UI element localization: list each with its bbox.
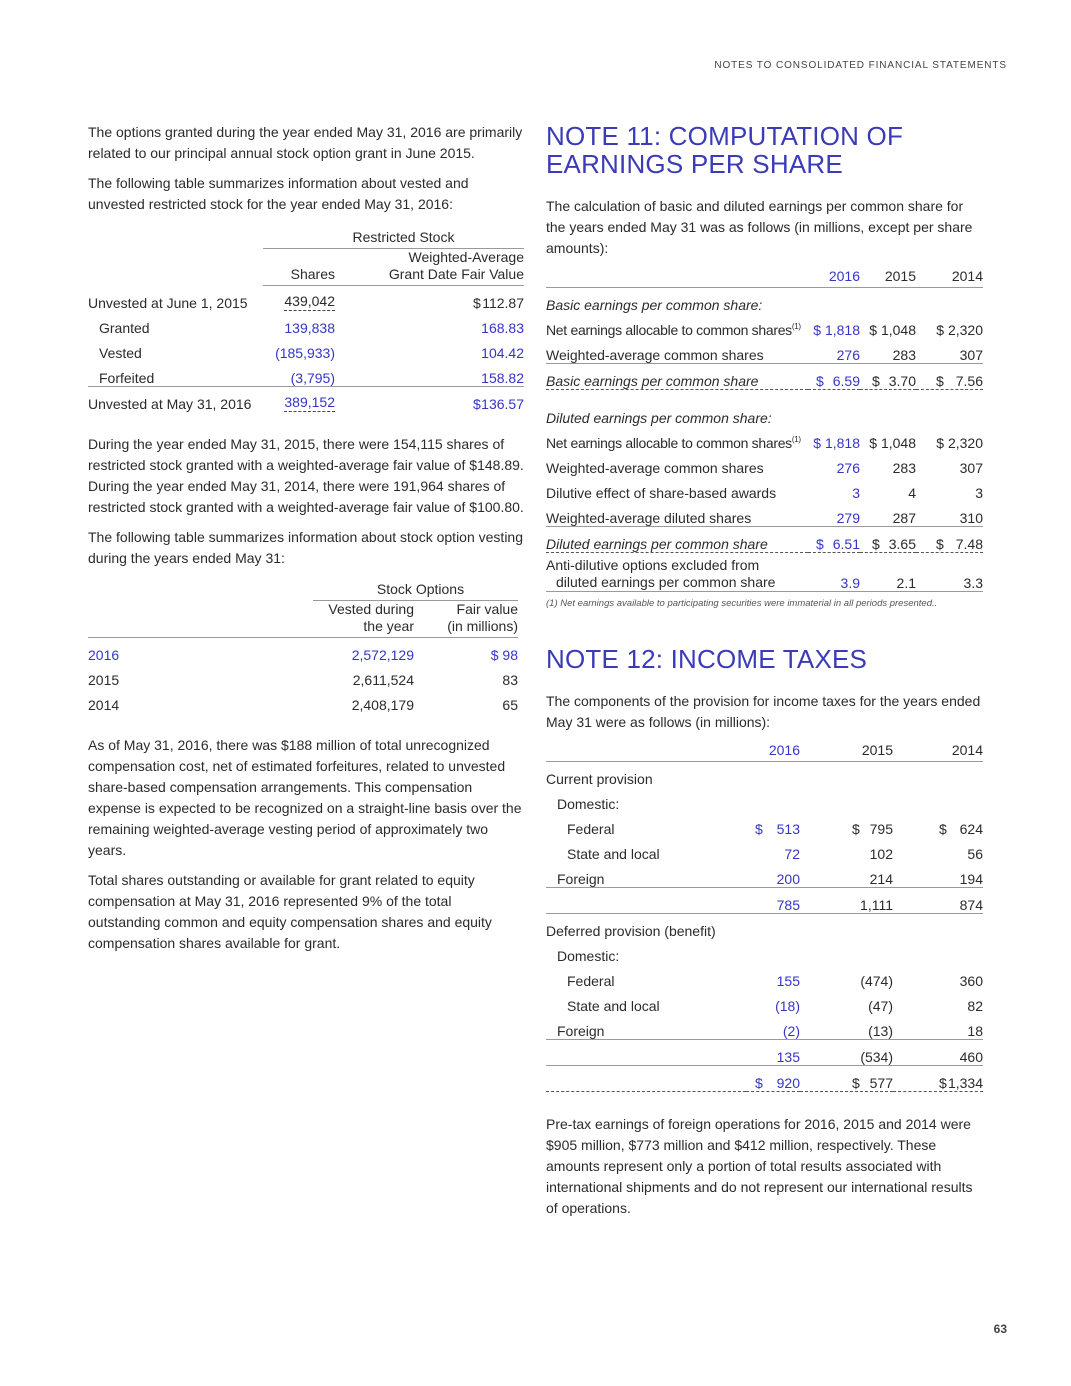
rs-row-label: Vested (99, 345, 142, 361)
tax-row-label: Foreign (546, 1014, 746, 1040)
eps-diluted-header: Diluted earnings per common share: (546, 410, 772, 426)
tax-dollar: $ (939, 821, 947, 837)
rs-shares: 439,042 (284, 293, 335, 309)
eps-row-label: Weighted-average diluted shares (546, 510, 752, 526)
paragraph-options-granted: The options granted during the year ended May 31, 2016 are primarily related to our principal annual stock option grant in June 2015. (88, 124, 523, 161)
tax-row-label: Federal (567, 821, 615, 837)
so-col-fair-1: Fair value (456, 601, 518, 617)
tax-value: 360 (959, 973, 983, 989)
tax-domestic-label: Domestic: (557, 796, 620, 812)
eps-value: 3 (852, 485, 860, 501)
paragraph-rs-intro: The following table summarizes information about vested and unvested restricted stock for the year ended May 31, 2016: (88, 175, 469, 212)
so-group-header: Stock Options (376, 581, 465, 597)
tax-value: 72 (784, 846, 800, 862)
table-row (88, 688, 518, 713)
tax-value: 513 (776, 821, 800, 837)
eps-anti-label-1: Anti-dilutive options excluded from (546, 557, 760, 573)
tax-dollar: $ (755, 821, 763, 837)
table-row (546, 338, 983, 364)
eps-value: 7.48 (955, 536, 983, 552)
so-vested: 2,572,129 (351, 647, 414, 663)
tax-deferred-total: 135 (746, 1040, 800, 1066)
paragraph-rs-prior-years: During the year ended May 31, 2015, there were 154,115 shares of restricted stock granted with a weighted-average fair value of $148.89. During the year ended May 31, 2014, there were 191,964 shares of restricted stock granted with a weighted-average fair value of $100.80. (88, 436, 524, 515)
table-row (546, 313, 983, 338)
eps-dollar: $ (816, 373, 824, 389)
tax-value: 624 (959, 821, 983, 837)
table-row (546, 476, 983, 501)
eps-year-2014: 2014 (916, 268, 983, 288)
table-row (546, 553, 983, 592)
so-year: 2014 (88, 697, 120, 713)
rs-shares: (185,933) (275, 345, 335, 361)
table-row (88, 336, 524, 361)
income-tax-table (546, 742, 983, 1092)
table-row (546, 888, 983, 914)
so-year: 2015 (88, 672, 120, 688)
tax-year-2014: 2014 (893, 742, 983, 762)
footnote-marker: (1) (791, 435, 801, 444)
eps-dollar: $ (816, 536, 824, 552)
rs-shares: 389,152 (284, 394, 335, 410)
rs-row-label: Granted (99, 320, 150, 336)
tax-value: 82 (967, 998, 983, 1014)
rs-shares: 139,838 (284, 320, 335, 336)
table-row (546, 862, 983, 888)
rs-group-header: Restricted Stock (352, 229, 455, 245)
tax-year-2015: 2015 (800, 742, 893, 762)
eps-value: 279 (836, 510, 860, 526)
tax-deferred-total: (534) (800, 1040, 893, 1066)
eps-value: 7.56 (955, 373, 983, 389)
running-header: NOTES TO CONSOLIDATED FINANCIAL STATEMENTS (714, 60, 1007, 71)
table-row (546, 1014, 983, 1040)
table-row (88, 286, 524, 312)
eps-value: 3.3 (916, 553, 983, 592)
eps-value: 307 (959, 460, 983, 476)
restricted-stock-table (88, 229, 524, 412)
eps-value: 4 (908, 485, 916, 501)
note-12-title: NOTE 12: INCOME TAXES (546, 644, 868, 674)
rs-row-label: Forfeited (99, 370, 155, 386)
table-row (88, 311, 524, 336)
rs-shares: (3,795) (290, 370, 335, 386)
eps-basic-header: Basic earnings per common share: (546, 297, 763, 313)
so-col-vested-2: the year (363, 618, 414, 634)
tax-value: (18) (775, 998, 800, 1014)
eps-value: 276 (836, 460, 860, 476)
eps-dollar: $ (936, 373, 944, 389)
eps-value: $ 1,048 (869, 322, 916, 338)
eps-dollar: $ (936, 536, 944, 552)
note-11-intro: The calculation of basic and diluted earnings per common share for the years ended May 31 was as follows (in millions, except per share amounts): (546, 198, 973, 256)
eps-value: 310 (959, 510, 983, 526)
table-row (546, 837, 983, 862)
tax-value: 795 (869, 821, 893, 837)
note-11-title: NOTE 11: COMPUTATION OF EARNINGS PER SHARE (546, 121, 904, 179)
eps-value: 6.59 (832, 373, 860, 389)
eps-value: $ 1,818 (813, 435, 860, 451)
so-col-vested-1: Vested during (328, 601, 414, 617)
eps-dollar: $ (872, 536, 880, 552)
table-row (546, 1040, 983, 1066)
tax-value: 214 (800, 862, 893, 888)
rs-row-label: Unvested at May 31, 2016 (88, 387, 263, 413)
paragraph-unrecognized-cost: As of May 31, 2016, there was $188 million of total unrecognized compensation cost, net of estimated forfeitures, related to unvested share-based compensation arrangements. This compensation expense is expected to be recognized on a straight-line basis over the remaining weighted-average vesting period of approximately two years. (88, 737, 522, 858)
eps-footnote: (1) Net earnings available to participating securities were immaterial in all periods presented.. (546, 598, 938, 609)
eps-value: 2.1 (860, 553, 916, 592)
stock-options-table (88, 581, 518, 713)
eps-value: 307 (959, 347, 983, 363)
eps-anti-label-2: diluted earnings per common share (556, 574, 776, 590)
table-row (546, 964, 983, 989)
eps-value: 283 (892, 460, 916, 476)
tax-current-total: 785 (746, 888, 800, 914)
tax-value: (13) (800, 1014, 893, 1040)
so-fair: $ 98 (490, 647, 518, 663)
so-fair: 83 (502, 672, 518, 688)
tax-value: 56 (967, 846, 983, 862)
tax-dollar: $ (852, 1075, 860, 1091)
tax-current-total: 874 (893, 888, 983, 914)
table-row (546, 501, 983, 527)
eps-row-label: Weighted-average common shares (546, 460, 764, 476)
note-12-outro: Pre-tax earnings of foreign operations for 2016, 2015 and 2014 were $905 million, $773 million and $412 million, respectively. These amounts represent only a portion of total results associated with international shipments and do not represent our international results of operations. (546, 1116, 973, 1216)
so-vested: 2,408,179 (351, 697, 414, 713)
so-vested: 2,611,524 (352, 672, 414, 688)
tax-grand-total: 1,334 (947, 1075, 983, 1091)
left-column (88, 122, 524, 963)
rs-col-fair-value-2: Grant Date Fair Value (388, 266, 524, 282)
tax-domestic-label: Domestic: (557, 948, 620, 964)
eps-value: $ 1,818 (813, 322, 860, 338)
rs-dollar: $ (473, 295, 481, 311)
eps-value: $ 2,320 (936, 435, 983, 451)
table-row (546, 426, 983, 451)
table-row (546, 1066, 983, 1092)
eps-basic-total-label: Basic earnings per common share (546, 364, 808, 390)
eps-row-label: Net earnings allocable to common shares (546, 322, 792, 338)
rs-value: 158.82 (481, 370, 524, 386)
table-row (546, 527, 983, 553)
eps-value: 6.51 (832, 536, 860, 552)
table-row (546, 989, 983, 1014)
tax-year-2016: 2016 (746, 742, 800, 762)
rs-value: 104.42 (481, 345, 524, 361)
right-column (546, 122, 983, 1228)
tax-current-label: Current provision (546, 771, 653, 787)
tax-row-label: State and local (567, 846, 660, 862)
paragraph-shares-outstanding: Total shares outstanding or available for grant related to equity compensation at May 31, 2016 represented 9% of the total outstanding common and equity compensation shares and equity compensation shares available for grant. (88, 872, 492, 951)
tax-row-label: Foreign (546, 862, 746, 888)
tax-value: (47) (868, 998, 893, 1014)
rs-value: 112.87 (482, 295, 524, 311)
eps-row-label: Net earnings allocable to common shares (546, 435, 792, 451)
eps-dollar: $ (872, 373, 880, 389)
eps-value: $ 1,048 (869, 435, 916, 451)
tax-value: 200 (746, 862, 800, 888)
eps-value: 3.9 (808, 553, 860, 592)
rs-row-label: Unvested at June 1, 2015 (88, 295, 248, 311)
rs-col-shares: Shares (290, 266, 335, 282)
tax-value: 102 (869, 846, 893, 862)
eps-value: 283 (892, 347, 916, 363)
eps-row-label: Weighted-average common shares (546, 347, 764, 363)
rs-col-fair-value-1: Weighted-Average (408, 249, 524, 265)
eps-value: 3 (975, 485, 983, 501)
table-row (88, 663, 518, 688)
tax-dollar: $ (939, 1075, 947, 1091)
rs-dollar: $ (473, 396, 481, 412)
tax-value: 194 (893, 862, 983, 888)
page-number: 63 (993, 1322, 1007, 1336)
tax-dollar: $ (755, 1075, 763, 1091)
eps-value: $ 2,320 (936, 322, 983, 338)
table-row (88, 638, 518, 664)
so-fair: 65 (502, 697, 518, 713)
tax-deferred-label: Deferred provision (benefit) (546, 923, 716, 939)
tax-current-total: 1,111 (800, 888, 893, 914)
so-year: 2016 (88, 647, 120, 663)
eps-value: 287 (892, 510, 916, 526)
tax-grand-total: 577 (869, 1075, 893, 1091)
note-12-intro: The components of the provision for income taxes for the years ended May 31 were as follows (in millions): (546, 693, 981, 730)
table-row (546, 451, 983, 476)
eps-value: 3.65 (888, 536, 916, 552)
rs-value: 168.83 (481, 320, 524, 336)
eps-year-2016: 2016 (808, 268, 860, 288)
table-row (546, 364, 983, 390)
eps-value: 3.70 (888, 373, 916, 389)
tax-grand-total: 920 (776, 1075, 800, 1091)
table-row (546, 812, 983, 837)
tax-dollar: $ (852, 821, 860, 837)
tax-row-label: Federal (567, 973, 615, 989)
tax-value: (2) (746, 1014, 800, 1040)
tax-deferred-total: 460 (893, 1040, 983, 1066)
tax-row-label: State and local (567, 998, 660, 1014)
tax-value: 155 (776, 973, 800, 989)
eps-row-label: Dilutive effect of share-based awards (546, 485, 777, 501)
eps-diluted-total-label: Diluted earnings per common share (546, 527, 808, 553)
tax-value: (474) (860, 973, 893, 989)
table-row (88, 387, 524, 413)
rs-value: 136.57 (481, 396, 524, 412)
paragraph-so-intro: The following table summarizes information about stock option vesting during the years ended May 31: (88, 529, 523, 566)
table-row (88, 361, 524, 387)
eps-value: 276 (836, 347, 860, 363)
eps-table (546, 268, 983, 592)
tax-value: 18 (893, 1014, 983, 1040)
so-col-fair-2: (in millions) (447, 618, 518, 634)
footnote-marker: (1) (791, 322, 801, 331)
eps-year-2015: 2015 (860, 268, 916, 288)
